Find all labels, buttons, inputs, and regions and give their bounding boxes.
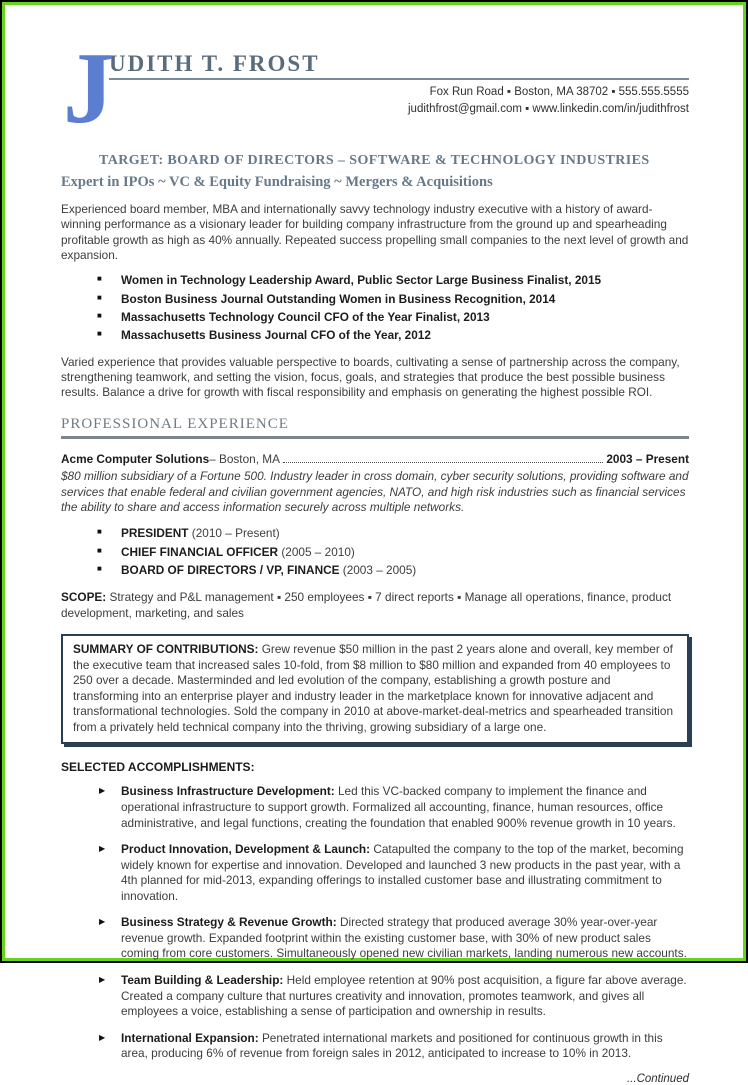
accomplishment-text: Penetrated international markets and positioned for continuous growth in this area, producing 6% of revenue from foreign sales in 2012, anticipated to increase to 10% in 2013. bbox=[121, 1030, 663, 1061]
accomplishments-list bbox=[97, 784, 689, 1061]
accomplishment-text: Held employee retention at 90% post acquisition, a figure far above average. Created a company culture that nurtures creativity and innovation, promotes teamwork, and gives all employees a voice, establishing a sense of participation and ownership in results. bbox=[121, 973, 687, 1019]
candidate-name: UDITH T. FROST bbox=[109, 51, 320, 76]
company-row bbox=[61, 452, 689, 466]
accomplishment-title: Product Innovation, Development & Launch: bbox=[121, 842, 374, 857]
positions-list bbox=[97, 526, 689, 578]
accomplishment-title: Business Strategy & Revenue Growth: bbox=[121, 915, 340, 930]
accomplishment-item bbox=[97, 842, 689, 904]
accomplishment-item bbox=[97, 973, 689, 1020]
summary-of-contributions-box bbox=[61, 634, 689, 744]
position-dates: (2005 – 2010) bbox=[278, 544, 355, 559]
accomplishment-title: International Expansion: bbox=[121, 1030, 262, 1045]
resume-page bbox=[5, 5, 743, 1085]
position-dates: (2003 – 2005) bbox=[339, 563, 417, 578]
position-item bbox=[97, 526, 689, 541]
accomplishment-item bbox=[97, 1031, 689, 1062]
award-item: ■ Women in Technology Leadership Award, Public Sector Large Business Finalist, 2015 bbox=[97, 273, 689, 288]
summary-box-text: Grew revenue $50 million in the past 2 years alone and overall, key member of the executive team that increased sales 10-fold, from $8 million to $80 million and expanded from 40 employees to 250 over a decade. Masterminded and led evolution of the company, establishing a growth posture and transforming into an enterprise player and industry leader in the marketplace known for innovative adjacent and transformational technologies. Sold the company in 2010 at above-market-deal-metrics and spearheaded transition from a privately held technical company into the thriving, growing subsidiary of a large one. bbox=[73, 642, 674, 734]
continued-note: ...Continued bbox=[626, 1072, 689, 1085]
company-location: – Boston, MA bbox=[209, 451, 280, 466]
board-paragraph: Varied experience that provides valuable perspective to boards, cultivating a sense of partnership across the company, strengthening teamwork, and setting the vision, focus, goals, and strategies that produce the best possible business results. Balance a drive for growth with fiscal responsibility and emphasis on generating the highest possible ROI. bbox=[61, 354, 680, 400]
company-description: $80 million subsidiary of a Fortune 500. Industry leader in cross domain, cyber security solutions, providing software and services that enable federal and civilian government agencies, NATO, and high risk industries such as financial services the ability to share and access information securely across multiple networks. bbox=[61, 468, 689, 515]
scope-text: Strategy and P&L management ▪ 250 employees ▪ 7 direct reports ▪ Manage all operations, finance, product development, marketing, and sales bbox=[61, 590, 672, 620]
contact-address-phone: Fox Run Road ▪ Boston, MA 38702 ▪ 555.555.5555 bbox=[429, 86, 689, 98]
accomplishment-text: Directed strategy that produced average 30% year-over-year revenue growth. Expanded footprint within the existing customer base, with 30% of new product sales coming from core customers. Simultaneously opened new civilian markets, landing numerous new accounts. bbox=[121, 915, 687, 961]
position-title: PRESIDENT bbox=[121, 526, 189, 541]
company-dates: 2003 – Present bbox=[606, 451, 689, 466]
accomplishment-item bbox=[97, 784, 689, 831]
expertise-heading: Expert in IPOs ~ VC & Equity Fundraising ~ Mergers & Acquisitions bbox=[61, 174, 493, 190]
accomplishment-title: Team Building & Leadership: bbox=[121, 973, 287, 988]
award-item: ■ Massachusetts Technology Council CFO of the Year Finalist, 2013 bbox=[97, 310, 689, 325]
award-item: ■ Massachusetts Business Journal CFO of the Year, 2012 bbox=[97, 328, 689, 343]
accomplishment-text: Catapulted the company to the top of the market, becoming widely known for expertise and innovation. Developed and launched 3 new products in the past year, with a 4th planned for mid-2013, expanding offerings to installed customer base and illustrating commitment to innovation. bbox=[121, 842, 684, 903]
dropcap-initial: J bbox=[63, 32, 114, 145]
position-title: BOARD OF DIRECTORS / VP, FINANCE bbox=[121, 563, 340, 578]
scope-label: SCOPE: bbox=[61, 590, 110, 605]
summary-paragraph: Experienced board member, MBA and internationally savvy technology industry executive with a history of award-winning performance as a visionary leader for building company infrastructure from the ground up and spearheading profitable growth as high as 40% annually. Repeated success propelling small companies to the next level of growth and expansion. bbox=[61, 202, 689, 262]
contact-email-linkedin: judithfrost@gmail.com ▪ www.linkedin.com/in/judithfrost bbox=[408, 102, 689, 115]
company-name: Acme Computer Solutions bbox=[61, 451, 210, 466]
accomplishment-text: Led this VC-backed company to implement the finance and operational infrastructure to support growth. Formalized all accounting, finance, human resources, office administrative, and legal functions, creating the foundation that enabled 900% revenue growth in 10 years. bbox=[121, 784, 676, 830]
award-item: ■ Boston Business Journal Outstanding Women in Business Recognition, 2014 bbox=[97, 292, 689, 307]
position-item bbox=[97, 563, 689, 578]
contact-block bbox=[109, 84, 689, 117]
summary-box-label: SUMMARY OF CONTRIBUTIONS: bbox=[73, 642, 262, 657]
name-underline bbox=[109, 78, 689, 80]
name-block bbox=[109, 51, 689, 117]
experience-section-heading: PROFESSIONAL EXPERIENCE bbox=[61, 416, 689, 439]
target-heading: TARGET: BOARD OF DIRECTORS – SOFTWARE & TECHNOLOGY INDUSTRIES bbox=[99, 153, 650, 168]
awards-list bbox=[97, 273, 689, 343]
position-dates: (2010 – Present) bbox=[188, 526, 280, 541]
accomplishments-heading: SELECTED ACCOMPLISHMENTS: bbox=[61, 760, 255, 775]
dot-leader bbox=[283, 462, 603, 463]
scope-paragraph bbox=[61, 590, 689, 621]
accomplishment-item bbox=[97, 915, 689, 962]
position-item bbox=[97, 545, 689, 560]
header bbox=[61, 32, 689, 145]
accomplishment-title: Business Infrastructure Development: bbox=[121, 784, 338, 799]
position-title: CHIEF FINANCIAL OFFICER bbox=[121, 544, 279, 559]
